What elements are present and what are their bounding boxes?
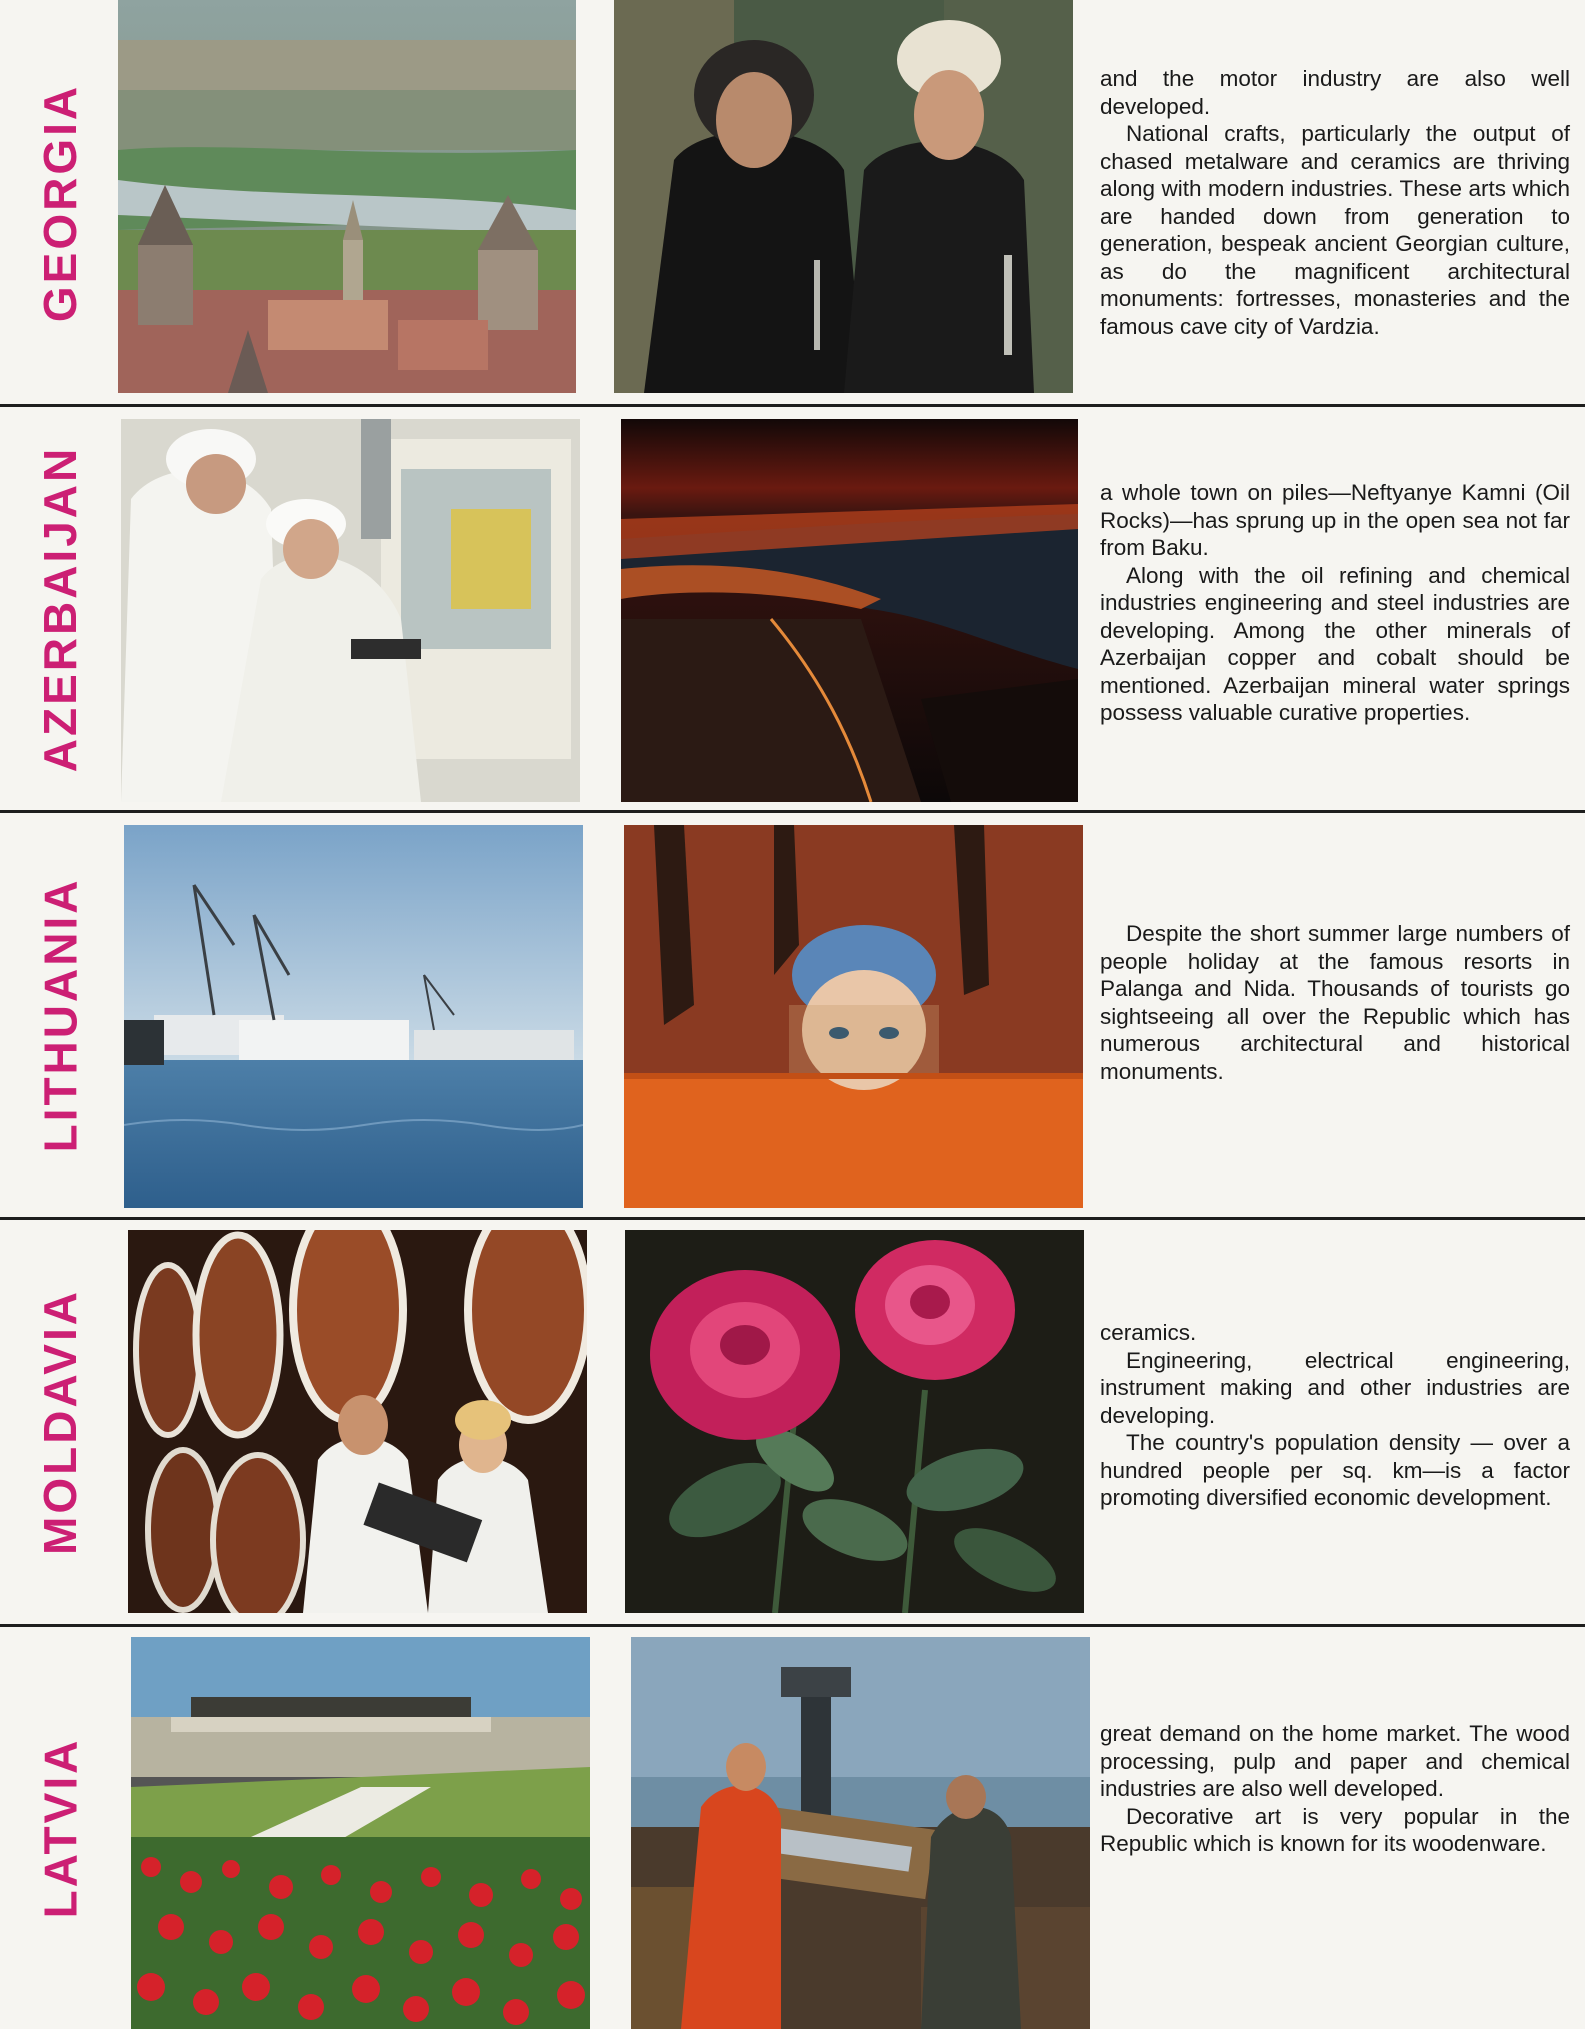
paragraph: great demand on the home market. The wood processing, pulp and paper and chemical industries are also well developed. (1100, 1721, 1570, 1801)
country-name: LATVIA (34, 1737, 86, 1919)
photo-harbour-ships (124, 825, 583, 1208)
paragraph: ceramics. (1100, 1320, 1197, 1345)
photo-woman-in-cap (624, 825, 1083, 1208)
section-latvia (0, 1627, 1585, 2029)
country-name: AZERBAIJAN (34, 445, 86, 772)
photo-rose-garden-building (131, 1637, 590, 2029)
country-label-column (0, 407, 120, 810)
photo-tbilisi-cityscape (118, 0, 576, 393)
country-label-column (0, 1627, 120, 2029)
paragraph: National crafts, particularly the output of chased metalware and ceramics are thriving along with modern industries. These arts which are handed down from generation to generation, bespeak ancient Georgian culture, as do the magnificent architectural monuments: fortresses, monasteries and the famous cave city of Vardzia. (1100, 121, 1570, 339)
country-name: MOLDAVIA (34, 1288, 86, 1555)
photo-baku-night (621, 419, 1078, 802)
paragraph: Decorative art is very popular in the Republic which is known for its woodenware. (1100, 1803, 1570, 1856)
section-text (1100, 1319, 1570, 1512)
photo-georgian-elders (614, 0, 1073, 393)
country-label-column (0, 1220, 120, 1623)
section-text (1100, 479, 1570, 727)
photo-laboratory-workers (121, 419, 580, 802)
section-azerbaijan (0, 407, 1585, 810)
paragraph: Along with the oil refining and chemical industries engineering and steel industries are developing. Among the other minerals of Azerbaijan copper and cobalt should be mentioned. Azerbaijan mineral water springs possess valuable curative properties. (1100, 562, 1570, 725)
country-name: LITHUANIA (34, 877, 87, 1152)
photo-fishermen (631, 1637, 1090, 2029)
country-label-column (0, 0, 120, 405)
country-name: GEORGIA (34, 83, 86, 322)
photo-wine-cellar (128, 1230, 587, 1613)
section-text (1100, 1720, 1570, 1858)
photo-pink-roses (625, 1230, 1084, 1613)
paragraph: Engineering, electrical engineering, instrument making and other industries are developing. (1100, 1347, 1570, 1428)
paragraph: a whole town on piles—Neftyanye Kamni (Oil Rocks)—has sprung up in the open sea not far from Baku. (1100, 480, 1570, 560)
section-text (1100, 65, 1570, 340)
paragraph: and the motor industry are also well developed. (1100, 66, 1570, 119)
country-label-column (0, 813, 120, 1216)
section-text (1100, 920, 1570, 1085)
paragraph: The country's population density — over a hundred people per sq. km—is a factor promoting diversified economic development. (1100, 1430, 1570, 1510)
paragraph: Despite the short summer large numbers of people holiday at the famous resorts in Palanga and Nida. Thousands of tourists go sightseeing all over the Republic which has numerous architectural and historical monuments. (1100, 921, 1570, 1084)
section-lithuania (0, 813, 1585, 1216)
section-georgia (0, 0, 1585, 405)
section-moldavia (0, 1220, 1585, 1623)
